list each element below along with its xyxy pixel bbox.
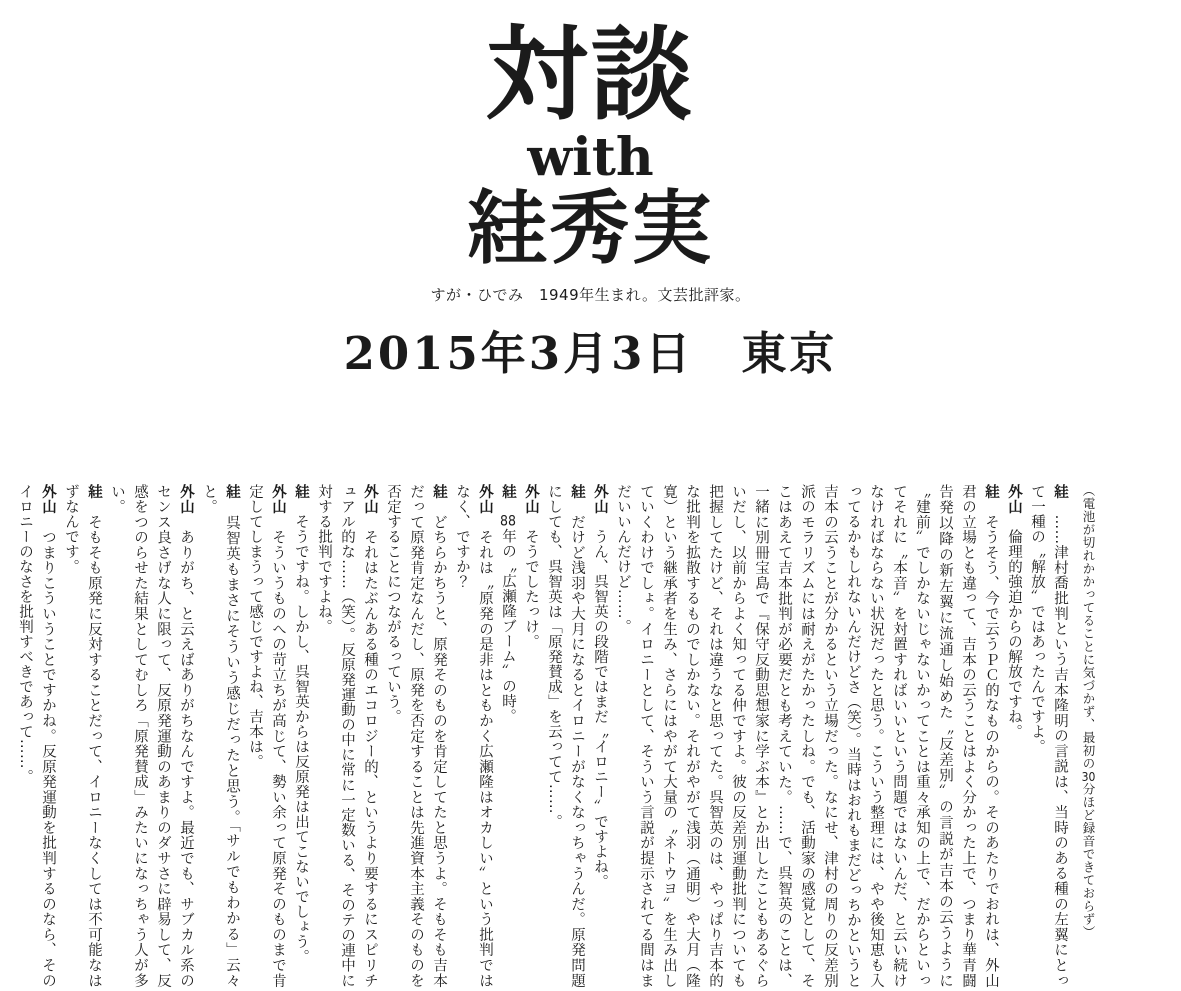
dialogue-turn [496,484,519,988]
title-with-word: with [527,127,654,189]
turn-text: それはたぶんある種のエコロジー的、というより要するにスピリチュアル的な……（笑）。反原発運動の中に常に一定数いる、そのテの連中に対する批判ですよね。 [316,484,378,988]
dialogue-turn [197,484,243,988]
document-header [0,15,1181,382]
speaker-label: 外山 [362,484,378,515]
turn-text: ありがち、と云えばありがちなんですよ。最近でも、サブカル系のセンス良さげな人に限って、反原発運動のあまりのダサさに辟易して、反感をつのらせた結果としてむしろ「原発賛成」みたいになっちゃう人が多い。 [109,484,194,988]
dialogue-body [17,484,1100,989]
dialogue-turn [59,484,105,988]
speaker-label: 絓 [1052,484,1068,500]
dialogue-turn [312,484,381,988]
page-title: 対談 [486,15,695,135]
speaker-label: 絓 [500,484,516,499]
dialogue-turn [1025,484,1071,988]
speaker-label: 外山 [1006,484,1022,514]
dialogue-turn [542,484,588,988]
speaker-label: 絓 [86,484,102,500]
speaker-label: 外山 [40,484,56,515]
turn-text: 88年の〝広瀬隆ブーム〟の時。 [500,514,516,724]
interviewee-name: 絓秀実 [467,181,714,276]
speaker-label: 外山 [523,484,539,514]
dialogue-turn [105,484,197,988]
speaker-label: 絓 [569,484,585,500]
speaker-label: 外山 [178,484,194,515]
turn-text: どちらかちうと、原発そのものを肯定してたと思うよ。そもそも吉本だって原発肯定なんだし、原発を否定することは先進資本主義そのものを否定することにつながるっていう。 [385,484,447,988]
turn-text: そういうものへの苛立ちが高じて、勢い余って原発そのものまで肯定してしまうって感じですよね、吉本は。 [247,484,286,988]
speaker-label: 外山 [477,484,493,515]
dialogue-turn [13,484,59,988]
speaker-label: 外山 [270,484,286,515]
turn-text: そもそも原発に反対することだって、イロニーなくしては不可能なはずなんです。 [63,484,102,988]
speaker-label: 絓 [431,484,447,500]
turn-text: それは〝原発の是非はともかく広瀬隆はオカしい〟という批判ではなく、ですか？ [454,484,493,988]
turn-text: 倫理的強迫からの解放ですね。 [1006,529,1022,739]
dialogue-turn [381,484,450,988]
speaker-label: 外山 [592,484,608,514]
turn-text: 呉智英もまさにそういう感じだったと思う。「サルでもわかる」云々と。 [201,484,240,989]
dialogue-turn [588,484,611,988]
turn-text: つまりこういうことですかね。反原発運動を批判するのなら、そのイロニーのなさを批判すべきであって……。 [17,484,56,988]
dialogue-turn [289,484,312,988]
turn-text: ……津村喬批判という吉本隆明の言説は、当時のある種の左翼にとって一種の〝解放〟ではあったんですよ。 [1029,484,1068,989]
dialogue-turn [611,484,1002,988]
turn-text: そうですね。しかし、呉智英からは反原発は出てこないでしょう。 [293,514,309,964]
dialogue-turn [1002,484,1025,988]
speaker-label: 絓 [293,484,309,499]
dialogue-turn [243,484,289,988]
interviewee-bio: すが・ひでみ 1949年生まれ。文芸批評家。 [430,286,751,305]
dialogue-turn [450,484,496,988]
turn-text: うん、呉智英の段階ではまだ〝イロニー〟ですよね。 [592,529,608,889]
turn-text: そうそう、今で云うＰＣ的なものからの。そのあたりでおれは、外山君の立場とも違って、吉本の云うことはよく分かった上で、つまり華青闘告発以降の新左翼に流通し始めた〝反差別〟の言説が吉本の云うように〝建前〟でしかないじゃないかってことは重々承知の上で、だからといってそれに〝本音〟を対置すればいいという問題ではないんだ、と云い続けなければならない状況だったと思う。こういう整理には、やや後知恵も入ってるかもしれないんだけどさ（笑）。当時はおれもまだどっちかというと吉本の云うことが分かるという立場だった。なにせ、津村の周りの反差別派のモラリズムには耐えがたかったしね。でも、活動家の感覚として、そこはあえて吉本批判が必要だとも考えていた。……で、呉智英のことは、一緒に別冊宝島で『保守反動思想家に学ぶ本』とか出したこともあるぐらいだし、以前からよく知ってる仲ですよ。彼の反差別運動批判についても把握してたけど、それは違うなと思ってた。呉智英のは、やっぱり吉本的な批判を拡散するものでしかない。それがやがて浅羽（通明）や大月（隆寛）という継承者を生み、さらにはやがて大量の〝ネトウヨ〟を生み出していくわけでしょ。イロニーとして、そういう言説が提示されてる間はまだいいんだけど……。 [615,484,999,988]
speaker-label: 絓 [983,484,999,500]
speaker-label: 絓 [224,484,240,500]
dialogue-turn [519,484,542,988]
dateline: 2015年3月3日 東京 [343,327,838,381]
recording-note: （電池が切れかかってることに気づかず、最初の30分ほど録音できておらず） [1081,484,1096,939]
turn-text: そうでしたっけ。 [523,529,539,649]
turn-text: だけど浅羽や大月になるとイロニーがなくなっちゃうんだ。原発問題にしても、呉智英は「原発賛成」を云ってて……。 [546,484,585,988]
